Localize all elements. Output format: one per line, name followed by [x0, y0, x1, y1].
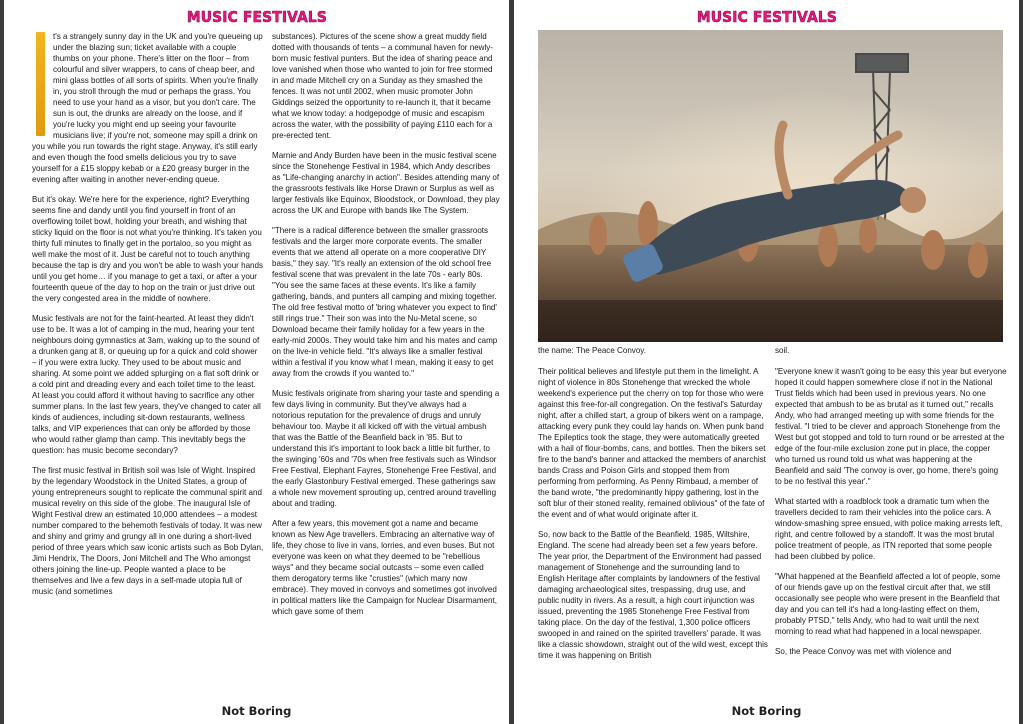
- page-footer: Not Boring: [731, 704, 802, 718]
- paragraph: "There is a radical difference between the smaller grassroots festivals and the larger more corporate events. The smaller events that we attend all operate on a more cooperative DIY basis," they say. "It's really an extension of the old school free festival scene that was prevalent in the late 70s - early 80s. "You see the same faces at these events. It's like a family gathering, bands, and punters all camping and mixing together. The old free festival motto of 'bring whatever you expect to find' still rings true." Their son was into the Nu-Metal scene, so Download became their family holiday for a few years in the early-mid 2000s. They would take him and his mates and camp on the live-in vehicle field. "It's always like a smaller festival within a festival if you know what I mean, making it easy to get away from the crowds if you wanted to.": [272, 226, 498, 378]
- photo-caption-left: the name: The Peace Convoy.: [538, 346, 646, 355]
- paragraph: Music festivals are not for the faint-hearted. At least they didn't use to be. It was a lot of camping in the mud, hearing your tent neighbours doing gymnastics at 3am, waking up to the sound of a drunken gang at 8, or queuing up for a quick and cold shower – if you were extra lucky. They used to be about music and sharing. At some point we added splurging on a flat soft drink or a cold pint and dreading every and each toilet time to the least. At least you could afford it without having to sacrifice any other summer plans. In the last few years, they've changed to cater all kinds of audiences, including sit-down restaurants, wellness talks, and VIP experiences that can only be afforded by those who would rather glamp than camp. This inevitably begs the question: has music become secondary?: [32, 314, 261, 455]
- page-footer: Not Boring: [221, 704, 292, 718]
- paragraph: "What happened at the Beanfield affected a lot of people, some of our friends gave up on the festival circuit after that, we still occasionally see people who were present in the Beanfield that day and you can tell it's had a long-lasting effect on them, probably PTSD," tells Andy, who had to wait until the next morning to read what had happened in a local newspaper.: [775, 572, 1001, 636]
- paragraph: The first music festival in British soil was Isle of Wight. Inspired by the legendary Woodstock in the United States, a group of young entrepreneurs sought to replicate the communal spirit and musical revelry on this side of the globe. The inaugural Isle of Wight Festival drew an estimated 10,000 attendees – a modest number compared to the behemoth festivals of today. It was new and shiny and grimy and grungy all in one during a short-lived period of three years which saw iconic artists such as Bob Dylan, Jimi Hendrix, The Doors, Joni Mitchell and The Who amongst others joining the line-up. People wanted a place to be themselves and live a few days in a self-made utopia full of music (and sometimes: [32, 466, 264, 596]
- paragraph: Music festivals originate from sharing your taste and spending a few days living in community. But they've always had a notorious reputation for the prevalence of drugs and unruly behaviour too. Maybe it all kicked off with the virtual ambush that was the Battle of the Beanfield back in '85. But to understand this it's important to look back a little bit further, to the swinging '60s and '70s when free festivals such as Windsor Free Festival, Elephant Fayres, Stonehenge Free Festival, and the early Glastonbury Festival emerged. These gatherings saw a whole new movement sprouting up, centred around travelling about and trading.: [272, 389, 500, 508]
- paragraph: So, now back to the Battle of the Beanfield. 1985, Wiltshire, England. The scene had already been set a few years before. The year prior, the Department of the Environment had passed management of Stonehenge and the surrounding land to English Heritage after complaints by landowners of the festival damaging archaeological sites, trespassing, drug use, and public nudity in rivers. As a result, a high court injunction was issued, preventing the 1985 Stonehenge Free Festival from taking place. On the day of the festival, 1,300 police officers swooped in and rained on the spirited travellers' parade. It was like a classic showdown, straight out of the wild west, except this time it was happening on British: [538, 530, 768, 660]
- section-title-text: MUSIC FESTIVALS: [696, 9, 837, 27]
- page-header: [534, 6, 999, 32]
- section-title-text: MUSIC FESTIVALS: [186, 9, 327, 27]
- paragraph: But it's okay. We're here for the experience, right? Everything seems fine and dandy until you find yourself in front of an overflowing toilet bowl, holding your breath, and wishing that sticky liquid on the floor is not what you're thinking. It's taken you thirty full minutes to finally get in the portaloo, so you might as well make the most of it. Just be careful not to touch anything because the tap is dry and you won't be able to wash your hands until you get home… if you manage to get a taxi, or after a your fourteenth queue of the day to hop on the train or just drive out the very congested area in the middle of nowhere.: [32, 195, 264, 303]
- paragraph: substances). Pictures of the scene show a great muddy field dotted with thousands of tents – a communal haven for newly-born music festival punters. But the idea of sharing peace and love vanished when those who wanted to join for free stormed in and made Mitchell cry on a Sunday as they smashed the fences. It was not until 2002, when music promoter John Giddings seized the opportunity to re-launch it, that it became what we know today: a hodgepodge of music and escapism across the water, with the possibility of paying £110 each for a pre-erected tent.: [272, 32, 493, 140]
- left-column-2: [272, 31, 500, 626]
- right-column-1: [538, 366, 768, 670]
- crowd-surfing-photo: [538, 30, 1003, 342]
- paragraph: Their political believes and lifestyle put them in the limelight. A night of violence in 80s Stonehenge that wrecked the whole weekend's experience put the cherry on top for those who were against this free-for-all congregation. On the festival's Saturday night, after a chilled start, a group of bikers went on a rampage, attacking every punk they could lay hands on. When punk band The Epileptics took the stage, they were automatically greeted with a hail of flour-bombs, cans, and bottles. Then the bikers set fire to the band's banner and attacked the members of anarchist bands Crass and Poison Girls and stopped them from performing from performing. As Penny Rimbaud, a member of the band wrote, "the predominantly hippy gathering, lost in the soft blur of their stoned reality, remained oblivious" of the fate of the event and of what would originate after it.: [538, 367, 766, 519]
- paragraph: t's a strangely sunny day in the UK and you're queueing up under the blazing sun; ticket available with a couple thumbs on your phone. There's litter on the floor – from colourful and silver wrappers, to cans of cheap beer, and mini glass bottles of all sorts of spirits. When you're finally in, you stroll through the mud or perhaps the grass. You need to use your hand as a visor, but you don't care. The sun is out, the drunks are already on the loose, and if you're lucky you might end up seeing your favourite musicians live; if you're not, someone may spill a drink on you while you run towards the right stage. Anyway, it's still early and even though the food smells delicious you try to save yourself for a £15 sloppy kebab or a £20 greasy burger in the evening after waiting in another never-ending queue.: [32, 32, 263, 184]
- paragraph: So, the Peace Convoy was met with violence and: [775, 647, 952, 656]
- paragraph: Marnie and Andy Burden have been in the music festival scene since the Stonehenge Festival in 1984, which Andy describes as "Life-changing anarchy in action". Besides attending many of the grassroots festivals like Horse Drawn or Surplus as well as larger festivals like Equinox, Bloodstock, or Download, they play across the UK and Europe with bands like The System.: [272, 151, 500, 215]
- paragraph: What started with a roadblock took a dramatic turn when the travellers decided to ram their vehicles into the police cars. A window-smashing spree ensued, with police making arrests left, right, and centre followed by a standoff. It was the most brutal police treatment of people, as ITN reported that some people had been clubbed by police.: [775, 497, 1003, 561]
- paragraph: After a few years, this movement got a name and became known as New Age travellers. Embracing an alternative way of life, they chose to live in vans, lorries, and even buses. But not everyone was keen on what they deemed to be "rebellious ways" and they became social outcasts – some even called them derogatory terms like "crusties" (which many now embrace). They moved in convoys and sometimes got involved in political matters like the Campaign for Nuclear Disarmament, which gave some of them: [272, 519, 497, 616]
- paragraph: "Everyone knew it wasn't going to be easy this year but everyone hoped it could happen somewhere close if not in the National Trust fields which had been used in previous years. No one expected that ambush to be as brutal as it turned out," recalls Andy, who had arranged meeting up with some friends for the festival. "I tried to be clever and approach Stonehenge from the West but got stopped and told to turn round or be arrested at the edge of the four-mile exclusion zone put in place, the copper who turned us round told us what was happening at the Beanfield and said 'The convoy is over, go home, there's going to be no festival this year'.": [775, 367, 1007, 486]
- page-header: [24, 6, 489, 32]
- photo-illustration: [538, 30, 1003, 342]
- right-page: [514, 0, 1019, 724]
- left-column-1: [32, 31, 264, 606]
- right-column-2: [775, 366, 1007, 666]
- section-title: [165, 6, 349, 28]
- photo-caption-right: soil.: [775, 346, 790, 355]
- section-title: [675, 6, 859, 28]
- left-page: [4, 0, 509, 724]
- drop-cap-bar: [36, 32, 45, 136]
